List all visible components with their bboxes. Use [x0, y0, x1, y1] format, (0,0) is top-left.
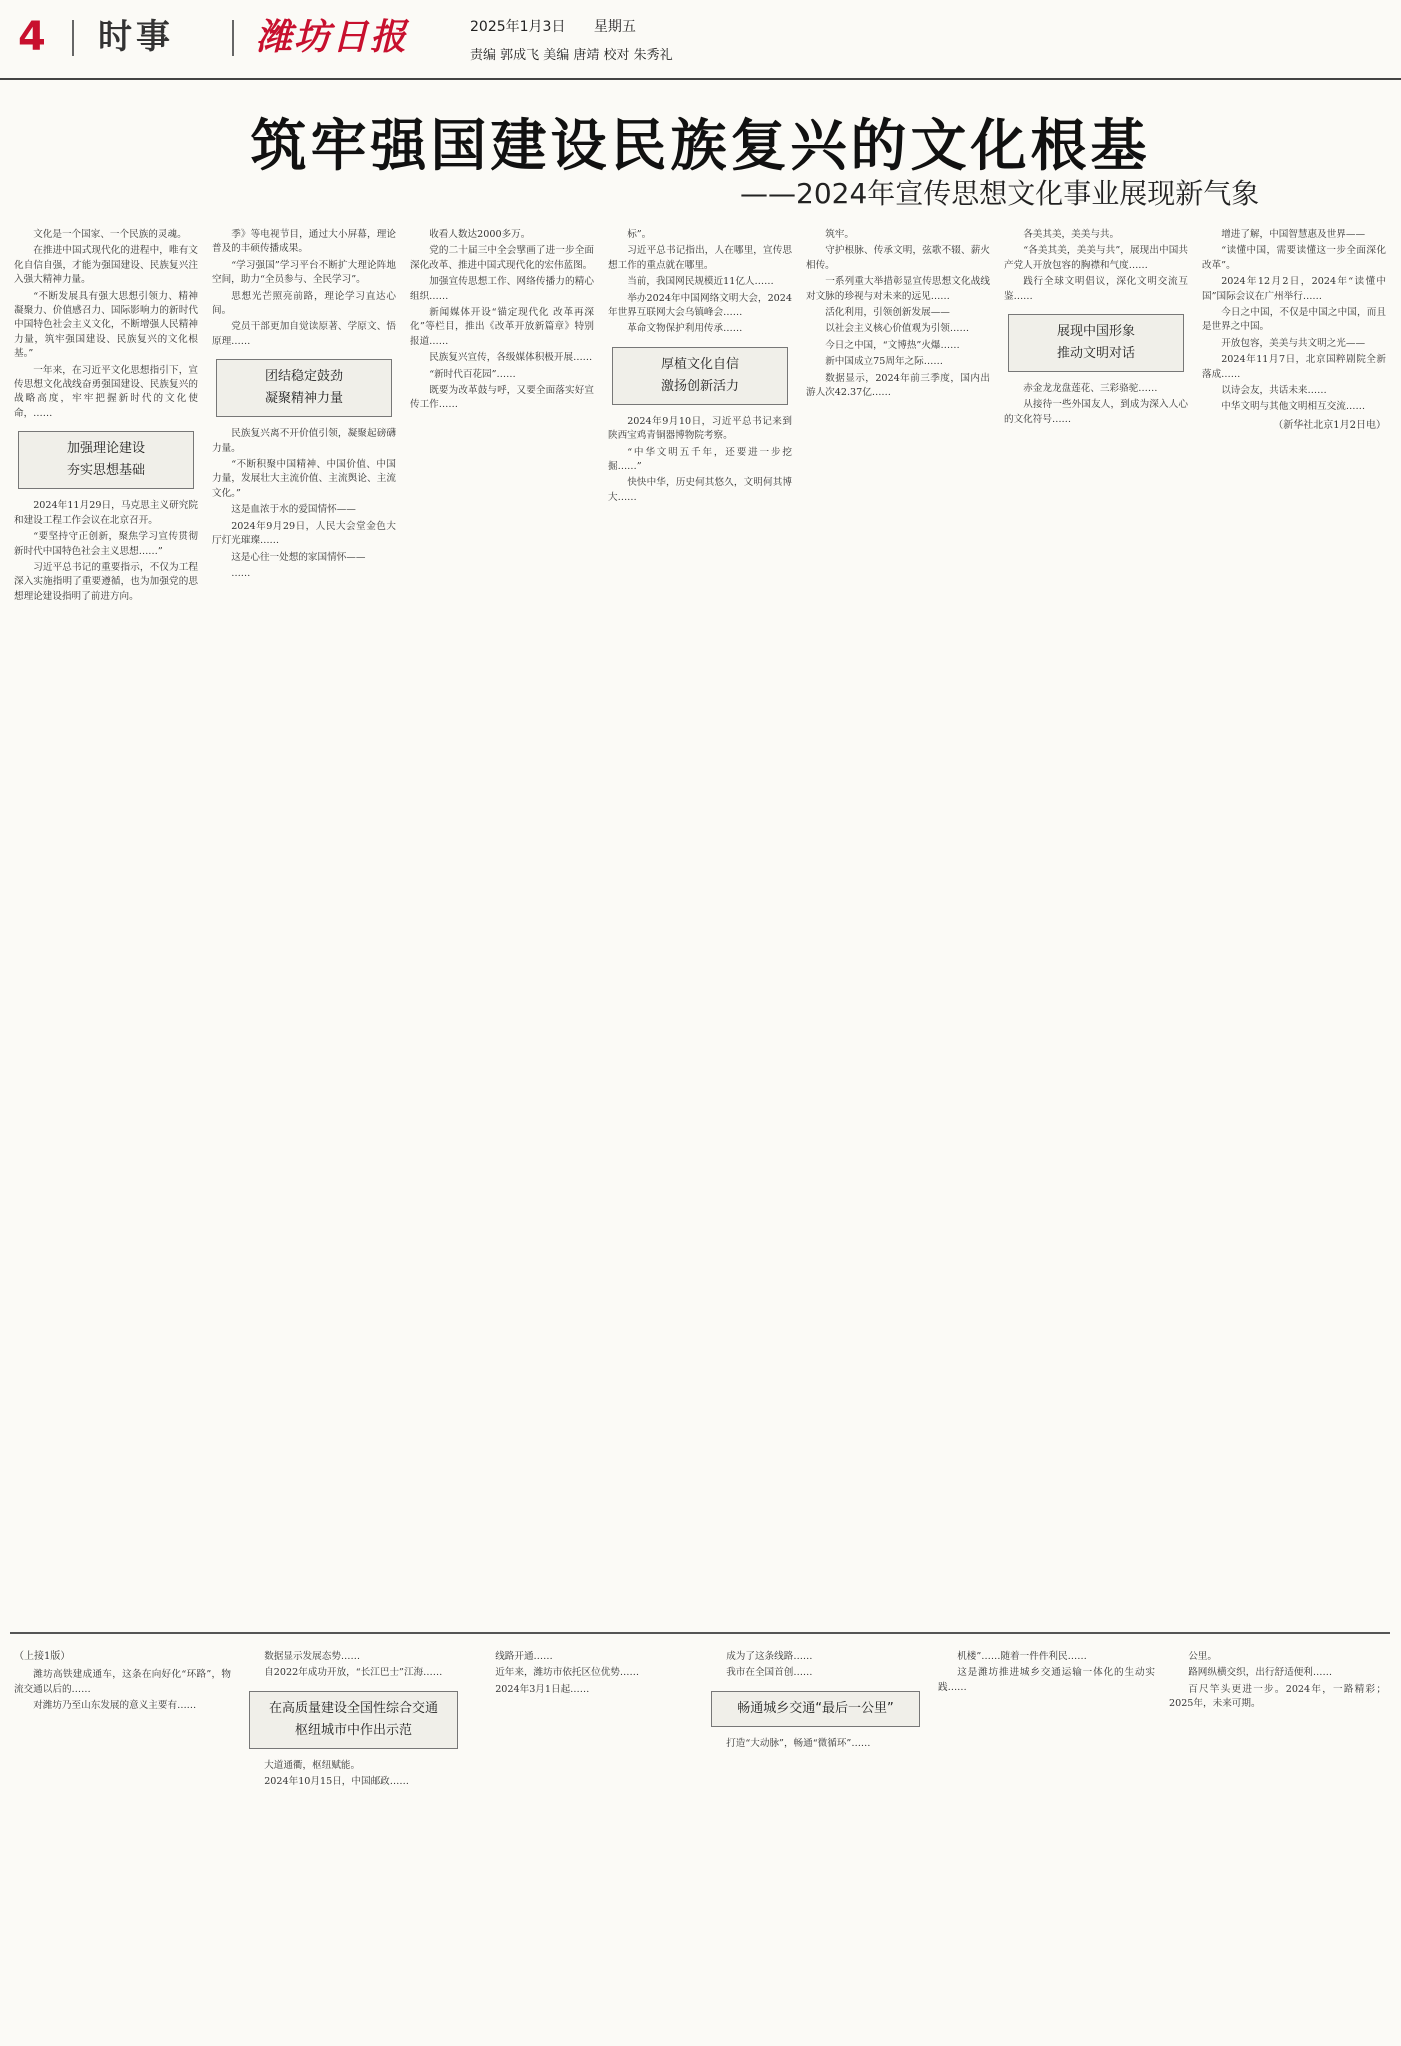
section-header-line: 夯实思想基础	[66, 463, 145, 479]
paragraph: 今日之中国，“文博热”火爆……	[825, 339, 960, 351]
paragraph: 既要为改革鼓与呼，又要全面落实好宣传工作……	[410, 385, 594, 411]
paragraph: “不断积聚中国精神、中国价值、中国力量，发展壮大主流价值、主流舆论、主流文化。”	[212, 459, 396, 499]
text-column	[1202, 228, 1386, 1623]
paragraph: 2024年11月29日，马克思主义研究院和建设工程工作会议在北京召开。	[14, 500, 198, 526]
paragraph: 2024年10月15日，中国邮政……	[264, 1776, 409, 1788]
section-header-box	[711, 1691, 920, 1727]
paragraph: 新闻媒体开设“锚定现代化 改革再深化”等栏目，推出《改革开放新篇章》特别报道……	[410, 307, 594, 347]
paragraph: 一系列重大举措彰显宣传思想文化战线对文脉的珍视与对未来的远见……	[806, 276, 990, 302]
section-header-line: 激扬创新活力	[660, 378, 739, 394]
paragraph: 革命文物保护利用传承……	[627, 323, 743, 335]
main-article-body	[14, 228, 1386, 1623]
paragraph: 百尺竿头更进一步。2024年，一路精彩；2025年，未来可期。	[1169, 1683, 1386, 1710]
paragraph: 以社会主义核心价值观为引领……	[825, 323, 970, 335]
paragraph: 增进了解，中国智慧惠及世界——	[1221, 229, 1366, 240]
paragraph: 快快中华，历史何其悠久，文明何其博大……	[608, 477, 792, 503]
section-header-line: 加强理论建设	[66, 441, 145, 457]
paragraph: 2024年3月1日起……	[495, 1683, 590, 1695]
paragraph: “学习强国”学习平台不断扩大理论阵地空间，助力“全员参与、全民学习”。	[212, 259, 396, 286]
text-column	[212, 228, 396, 1623]
paragraph: 思想光芒照亮前路，理论学习直达心间。	[212, 290, 396, 317]
text-column	[410, 228, 594, 1623]
divider	[232, 20, 234, 56]
paragraph: 新中国成立75周年之际……	[825, 356, 943, 368]
paragraph: 近年来，潍坊市依托区位优势……	[495, 1667, 640, 1679]
paragraph: 标”。	[627, 229, 652, 240]
paragraph: 党的二十届三中全会擘画了进一步全面深化改革、推进中国式现代化的宏伟蓝图。	[410, 245, 594, 271]
paragraph: 党员干部更加自觉读原著、学原文、悟原理……	[212, 321, 396, 347]
paragraph: 数据显示，2024年前三季度，国内出游人次42.37亿……	[806, 372, 990, 399]
masthead	[0, 0, 1401, 80]
paragraph: 一年来，在习近平文化思想指引下，宣传思想文化战线奋勇强国建设、民族复兴的战略高度，牢牢把握新时代的文化使命，……	[14, 364, 198, 419]
paragraph: 民族复兴宣传，各级媒体积极开展……	[429, 352, 593, 364]
section-header-line: 在高质量建设全国性综合交通	[268, 1700, 438, 1716]
paragraph: 举办2024年中国网络文明大会，2024年世界互联网大会乌镇峰会……	[608, 292, 792, 319]
paragraph: “不断发展具有强大思想引领力、精神凝聚力、价值感召力、国际影响力的新时代中国特色社会主义文化，不断增强人民精神力量，筑牢强国建设、民族复兴的文化根基。”	[14, 290, 198, 360]
paragraph: 自2022年成功开放，“长江巴士”江海……	[264, 1667, 443, 1679]
section-header-line: 凝聚精神力量	[264, 391, 343, 407]
section-rule	[10, 1632, 1390, 1634]
dateline	[470, 16, 636, 36]
paragraph: 活化利用，引领创新发展——	[825, 307, 950, 319]
headline: 筑牢强国建设民族复兴的文化根基	[250, 113, 1151, 179]
paragraph: “读懂中国，需要读懂这一步全面深化改革”。	[1202, 245, 1386, 271]
subheadline: ——2024年宣传思想文化事业展现新气象	[740, 177, 1260, 210]
paragraph: 习近平总书记的重要指示，不仅为工程深入实施指明了重要遵循，也为加强党的思想理论建设指明了前进方向。	[14, 561, 198, 602]
paragraph: 路网纵横交织，出行舒适便利……	[1188, 1667, 1333, 1679]
paragraph: “新时代百花园”……	[429, 368, 516, 380]
section-header-line: 厚植文化自信	[660, 356, 739, 372]
date: 2025年1月3日	[470, 19, 566, 35]
text-column	[245, 1650, 462, 2040]
paragraph: “要坚持守正创新，聚焦学习宣传贯彻新时代中国特色社会主义思想……”	[14, 531, 198, 557]
paragraph: 开放包容，美美与共文明之光——	[1221, 337, 1366, 349]
paragraph: 筑牢。	[825, 229, 854, 240]
paragraph: 各美其美，美美与共。	[1023, 229, 1120, 240]
paragraph: 线路开通……	[495, 1651, 553, 1662]
paragraph: 我市在全国首创……	[726, 1667, 813, 1679]
article-end-dateline: （新华社北京1月2日电）	[1273, 419, 1386, 431]
section-header-line: 展现中国形象	[1056, 324, 1135, 340]
paragraph: 践行全球文明倡议，深化文明交流互鉴……	[1004, 276, 1188, 302]
section-header-line: 枢纽城市中作出示范	[294, 1722, 412, 1738]
paragraph: 季》等电视节目，通过大小屏幕，理论普及的丰硕传播成果。	[212, 229, 396, 255]
paragraph: 以诗会友，共话未来……	[1221, 385, 1327, 397]
paper-logo: 潍坊日报	[256, 16, 409, 58]
divider	[72, 20, 74, 56]
paragraph: 从接待一些外国友人，到成为深入人心的文化符号……	[1004, 399, 1188, 425]
text-column	[806, 228, 990, 1623]
paragraph: 赤金龙龙盘莲花、三彩骆驼……	[1023, 383, 1158, 395]
paragraph: “各美其美，美美与共”，展现出中国共产党人开放包容的胸襟和气度……	[1004, 245, 1188, 271]
editor-credits: 责编 郭成飞 美编 唐靖 校对 朱秀礼	[470, 48, 673, 63]
paragraph: 公里。	[1188, 1651, 1217, 1662]
paragraph: 这是血浓于水的爱国情怀——	[231, 504, 356, 516]
section-header-box	[1008, 314, 1184, 372]
paragraph: 机楼”……随着一件件利民……	[957, 1651, 1087, 1662]
paragraph: 加强宣传思想工作、网络传播力的精心组织……	[410, 276, 594, 302]
paragraph: 今日之中国，不仅是中国之中国，而且是世界之中国。	[1202, 307, 1386, 333]
text-column	[938, 1650, 1155, 2040]
page-number: 4	[18, 14, 46, 60]
paragraph: 当前，我国网民规模近11亿人……	[627, 276, 774, 288]
text-column	[14, 1650, 231, 2040]
section-name: 时事	[98, 17, 174, 57]
section-header-line: 团结稳定鼓劲	[264, 369, 343, 385]
text-column	[707, 1650, 924, 2040]
weekday: 星期五	[593, 19, 636, 35]
paragraph: 数据显示发展态势……	[264, 1651, 361, 1662]
paragraph: 2024年9月10日，习近平总书记来到陕西宝鸡青铜器博物院考察。	[608, 415, 792, 442]
section-header-box	[216, 359, 392, 417]
paragraph: 打造“大动脉”，畅通“微循环”……	[726, 1737, 871, 1749]
paragraph: 收看人数达2000多万。	[429, 229, 531, 240]
paragraph: 大道通衢，枢纽赋能。	[264, 1759, 361, 1771]
paragraph: 2024年12月2日，2024年“读懂中国”国际会议在广州举行……	[1202, 276, 1386, 302]
paragraph: ……	[231, 567, 251, 579]
paragraph: 2024年11月7日，北京国粹剧院全新落成……	[1202, 354, 1386, 380]
paragraph: 对潍坊乃至山东发展的意义主要有……	[33, 1700, 197, 1712]
paragraph: 成为了这条线路……	[726, 1651, 813, 1662]
paragraph: 民族复兴离不开价值引领，凝聚起磅礴力量。	[212, 428, 396, 454]
continuation-article-body	[14, 1650, 1386, 2040]
text-column	[1169, 1650, 1386, 2040]
section-header-box	[612, 347, 788, 405]
text-column	[14, 228, 198, 1623]
text-column	[1004, 228, 1188, 1623]
paragraph: 习近平总书记指出，人在哪里，宣传思想工作的重点就在哪里。	[608, 245, 792, 271]
jump-note: （上接1版）	[14, 1651, 71, 1662]
section-header-box	[249, 1691, 458, 1749]
paragraph: 中华文明与其他文明相互交流……	[1221, 401, 1366, 413]
paragraph: 潍坊高铁建成通车，这条在向好化“环路”，物流交通以后的……	[14, 1669, 231, 1695]
paragraph: 守护根脉、传承文明，弦歌不辍、薪火相传。	[806, 245, 990, 271]
text-column	[608, 228, 792, 1623]
text-column	[476, 1650, 693, 2040]
section-header-line: 畅通城乡交通“最后一公里”	[737, 1700, 894, 1716]
paragraph: 这是心往一处想的家国情怀——	[231, 551, 366, 563]
paragraph: 2024年9月29日，人民大会堂金色大厅灯光璀璨……	[212, 520, 396, 547]
paragraph: “中华文明五千年，还要进一步挖掘……”	[608, 446, 792, 473]
section-header-line: 推动文明对话	[1056, 346, 1135, 362]
section-header-box	[18, 431, 194, 489]
paragraph: 在推进中国式现代化的进程中，唯有文化自信自强，才能为强国建设、民族复兴注入强大精神力量。	[14, 245, 198, 286]
paragraph: 文化是一个国家、一个民族的灵魂。	[33, 229, 187, 240]
paragraph: 这是潍坊推进城乡交通运输一体化的生动实践……	[938, 1667, 1155, 1693]
